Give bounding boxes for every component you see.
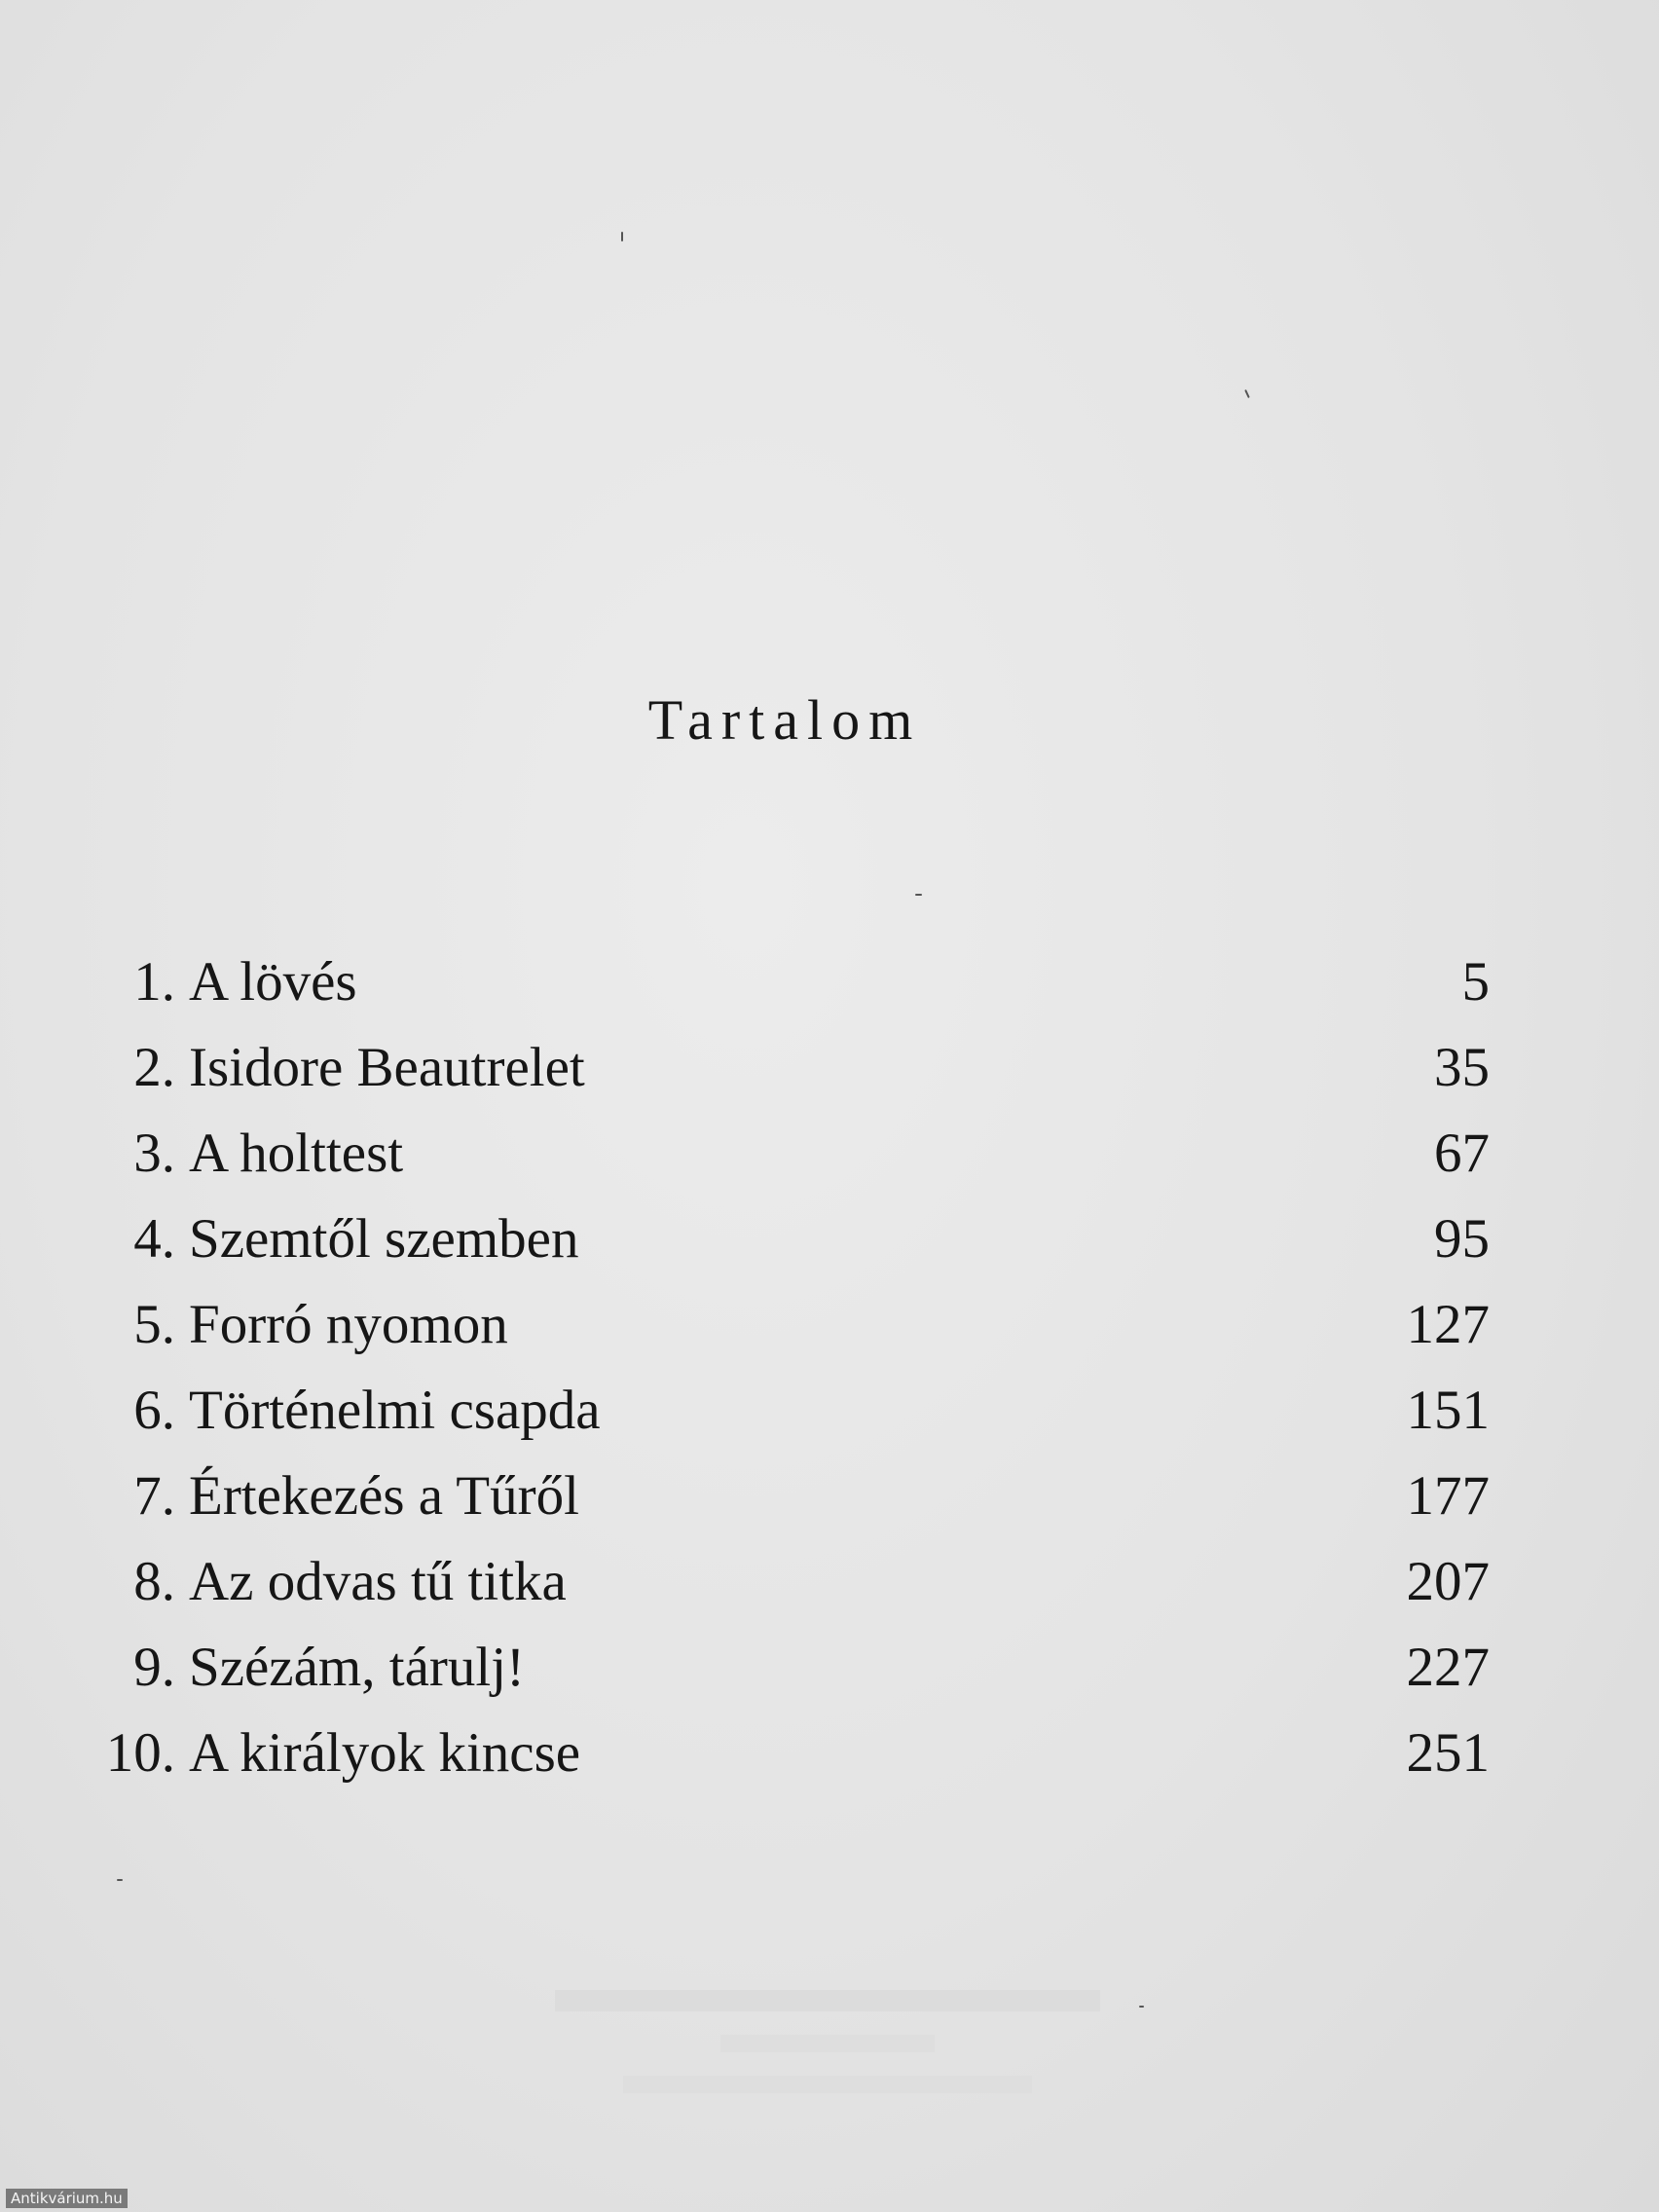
chapter-number: 2. bbox=[133, 1037, 175, 1098]
bleed-through-text bbox=[487, 1967, 1168, 2171]
paper-speck bbox=[117, 1879, 123, 1881]
page-number: 251 bbox=[1406, 1722, 1490, 1784]
page-number: 35 bbox=[1434, 1037, 1490, 1098]
toc-entry bbox=[78, 1282, 1490, 1368]
page-number: 207 bbox=[1406, 1551, 1490, 1612]
page-number: 5 bbox=[1461, 951, 1490, 1013]
chapter-number: 10. bbox=[105, 1722, 175, 1784]
page-number: 151 bbox=[1406, 1380, 1490, 1441]
toc-entry bbox=[78, 1368, 1490, 1454]
chapter-title: A királyok kincse bbox=[189, 1722, 581, 1784]
chapter-title: Az odvas tű titka bbox=[189, 1551, 567, 1612]
chapter-title: A lövés bbox=[189, 951, 357, 1013]
chapter-number: 1. bbox=[133, 951, 175, 1013]
chapter-number: 3. bbox=[133, 1123, 175, 1184]
chapter-number: 9. bbox=[133, 1637, 175, 1698]
chapter-number: 8. bbox=[133, 1551, 175, 1612]
toc-entry bbox=[78, 1711, 1490, 1796]
paper-speck bbox=[915, 894, 922, 896]
paper-speck bbox=[1244, 389, 1250, 398]
toc-entry bbox=[78, 1197, 1490, 1282]
chapter-title: Történelmi csapda bbox=[189, 1380, 601, 1441]
chapter-number: 6. bbox=[133, 1380, 175, 1441]
toc-entry bbox=[78, 1454, 1490, 1539]
page-number: 67 bbox=[1434, 1123, 1490, 1184]
toc-entry bbox=[78, 1539, 1490, 1625]
page-number: 127 bbox=[1406, 1294, 1490, 1355]
chapter-title: Szemtől szemben bbox=[189, 1208, 579, 1270]
chapter-title: Szézám, tárulj! bbox=[189, 1637, 526, 1698]
page-number: 177 bbox=[1406, 1465, 1490, 1527]
chapter-title: Isidore Beautrelet bbox=[189, 1037, 585, 1098]
page-number: 227 bbox=[1406, 1637, 1490, 1698]
toc-entry bbox=[78, 1111, 1490, 1197]
chapter-title: Forró nyomon bbox=[189, 1294, 508, 1355]
watermark: Antikvárium.hu bbox=[6, 2189, 128, 2208]
chapter-number: 5. bbox=[133, 1294, 175, 1355]
page-title: Tartalom bbox=[647, 688, 922, 752]
paper-speck bbox=[621, 232, 623, 241]
chapter-number: 7. bbox=[133, 1465, 175, 1527]
chapter-title: A holttest bbox=[189, 1123, 404, 1184]
chapter-number: 4. bbox=[133, 1208, 175, 1270]
toc-entry bbox=[78, 1625, 1490, 1711]
toc-entry bbox=[78, 1025, 1490, 1111]
table-of-contents bbox=[78, 940, 1490, 1796]
page-number: 95 bbox=[1434, 1208, 1490, 1270]
toc-entry bbox=[78, 940, 1490, 1025]
chapter-title: Értekezés a Tűről bbox=[189, 1465, 579, 1527]
